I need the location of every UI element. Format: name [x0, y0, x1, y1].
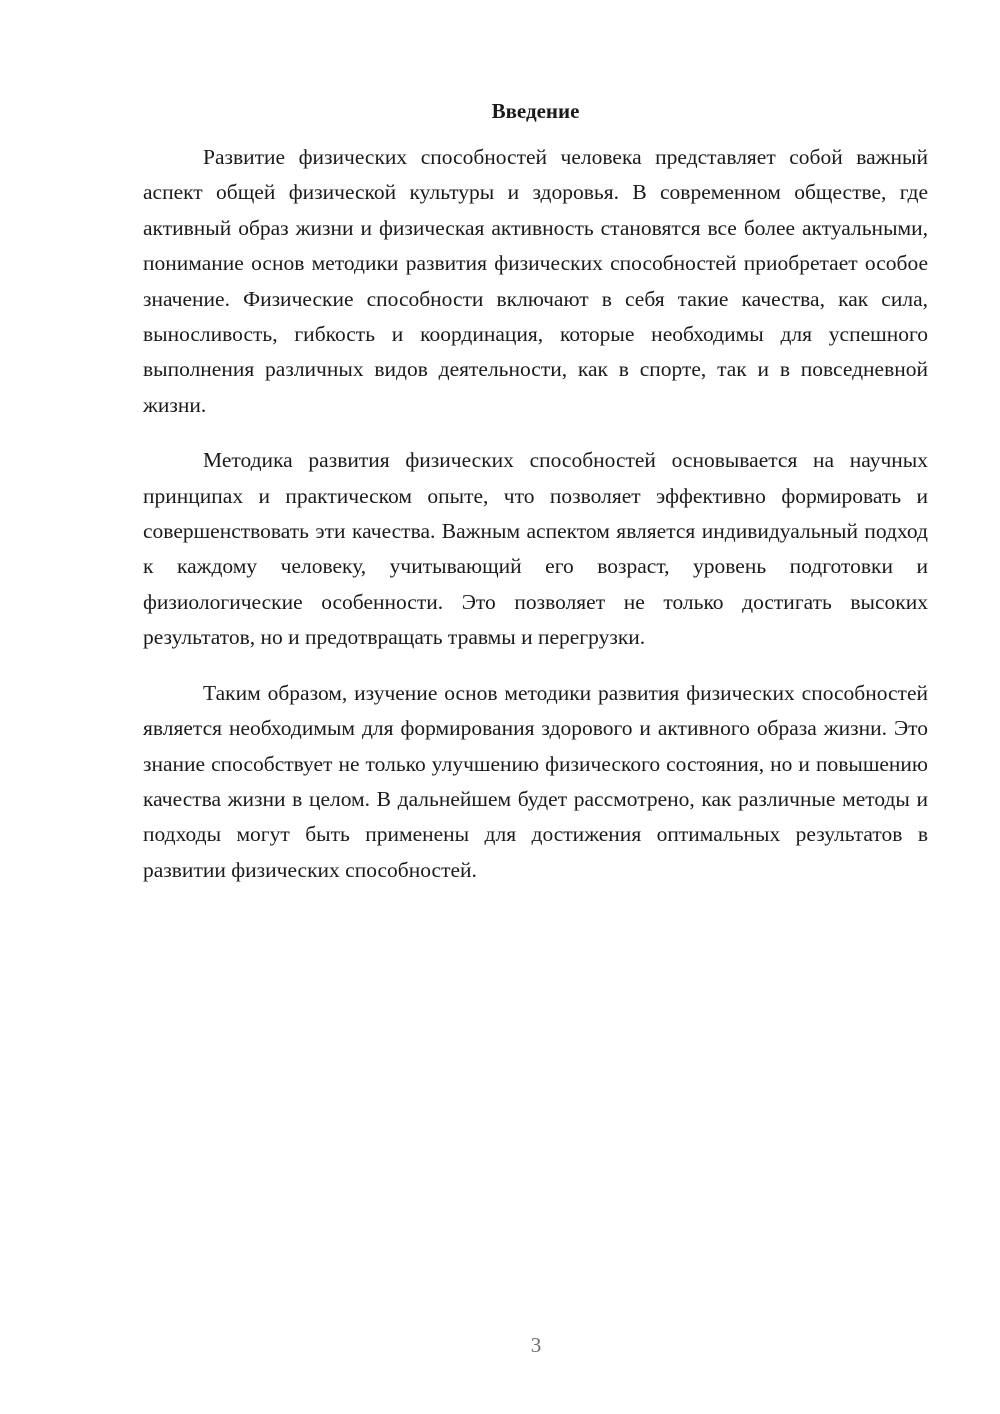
paragraph-2: Методика развития физических способностей основывается на научных принципах и практическом опыте, что позволяет эффективно формировать и совершенствовать эти качества. Важным аспектом является индивидуальный подход к каждому человеку, учитывающий его возраст, уровень подготовки и физиологические особенности. Это позволяет не только достигать высоких результатов, но и предотвращать травмы и перегрузки.	[143, 448, 928, 650]
paragraph-1: Развитие физических способностей человека представляет собой важный аспект общей физической культуры и здоровья. В современном обществе, где активный образ жизни и физическая активность становятся все более актуальными, понимание основ методики развития физических способностей приобретает особое значение. Физические способности включают в себя такие качества, как сила, выносливость, гибкость и координация, которые необходимы для успешного выполнения различных видов деятельности, как в спорте, так и в повседневной жизни.	[143, 145, 928, 417]
page-number: 3	[530, 1333, 542, 1357]
paragraph-3: Таким образом, изучение основ методики развития физических способностей является необходимым для формирования здорового и активного образа жизни. Это знание способствует не только улучшению физического состояния, но и повышению качества жизни в целом. В дальнейшем будет рассмотрено, как различные методы и подходы могут быть применены для достижения оптимальных результатов в развитии физических способностей.	[143, 680, 928, 882]
page-content	[143, 98, 928, 888]
section-title: Введение	[491, 99, 580, 123]
